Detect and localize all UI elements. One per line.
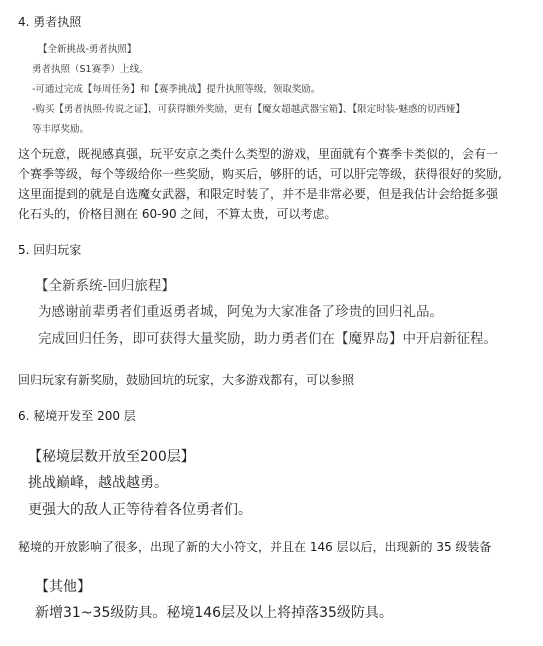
- shot-line: 等丰厚奖励。: [32, 124, 90, 135]
- comment-line: 化石头的，价格目测在 60-90 之间，不算太贵，可以考虑。: [18, 207, 337, 221]
- shot-line: -可通过完成【每周任务】和【赛季挑战】提升执照等级，领取奖励。: [32, 84, 321, 95]
- shot-line: 挑战巅峰，越战越勇。: [28, 475, 168, 491]
- shot-line: 勇者执照（S1赛季）上线。: [32, 64, 149, 75]
- section-5-heading: 5. 回归玩家: [18, 243, 82, 257]
- shot-line: 更强大的敌人正等待着各位勇者们。: [28, 502, 252, 518]
- section-4-heading: 4. 勇者执照: [18, 15, 82, 29]
- shot-line: 【全新挑战-勇者执照】: [38, 44, 137, 55]
- shot-line: 【全新系统-回归旅程】: [35, 278, 175, 294]
- shot-line: 完成回归任务，即可获得大量奖励，助力勇者们在【魔界岛】中开启新征程。: [38, 331, 497, 347]
- shot-line: 【其他】: [35, 579, 91, 595]
- section-6-heading: 6. 秘境开发至 200 层: [18, 409, 136, 423]
- shot-line: -购买【勇者执照-传说之证】，可获得额外奖励，更有【魔女超越武器宝箱】、【限定时装-魅惑的切西娅】: [32, 104, 466, 115]
- comment-line: 个赛季等级，每个等级给你一些奖励，购买后，够肝的话，可以肝完等级，获得很好的奖励,: [18, 167, 502, 181]
- section-6-commentary: 秘境的开放影响了很多，出现了新的大小符文，并且在 146 层以后，出现新的 35 级装备: [18, 540, 492, 554]
- comment-line: 这里面提到的就是自选魔女武器，和限定时装了，并不是非常必要，但是我估计会给挺多强: [18, 187, 499, 201]
- comment-line: 这个玩意，既视感真强，玩平安京之类什么类型的游戏，里面就有个赛季卡类似的，会有一: [18, 147, 499, 161]
- shot-line: 为感谢前辈勇者们重返勇者城，阿兔为大家准备了珍贵的回归礼品。: [38, 304, 443, 320]
- section-5-commentary: 回归玩家有新奖励，鼓励回坑的玩家，大多游戏都有，可以参照: [18, 373, 355, 387]
- shot-line: 新增31~35级防具。秘境146层及以上将掉落35级防具。: [35, 605, 393, 621]
- shot-line: 【秘境层数开放至200层】: [28, 449, 195, 465]
